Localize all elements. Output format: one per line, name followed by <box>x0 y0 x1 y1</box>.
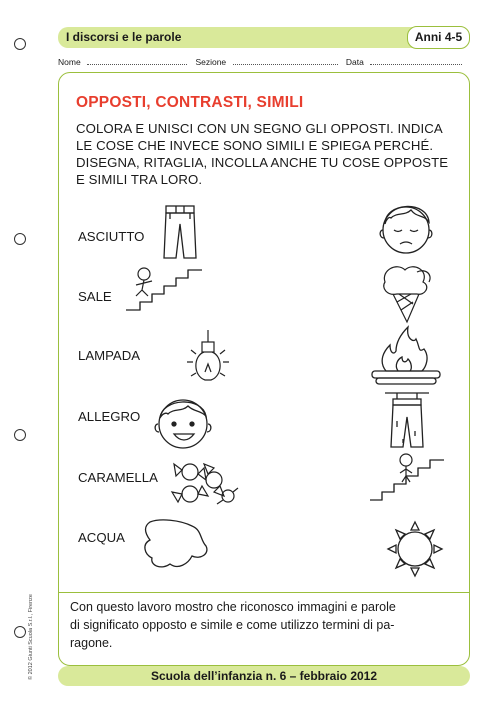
summary-line: Con questo lavoro mostro che riconosco immagini e parole <box>70 600 396 614</box>
footer: Scuola dell’infanzia n. 6 – febbraio 2012 <box>58 666 470 686</box>
word-label: SALE <box>78 289 112 304</box>
sun-icon <box>384 520 446 578</box>
header-age-badge: Anni 4-5 <box>407 26 470 49</box>
section-label: Sezione <box>195 57 227 67</box>
student-fields <box>58 56 470 67</box>
ice-cream-cone-icon <box>377 262 437 324</box>
instructions <box>76 120 461 188</box>
sad-boy-face-icon <box>377 196 435 258</box>
instruction-line: E SIMILI TRA LORO. <box>76 172 203 187</box>
learning-summary <box>70 598 462 652</box>
date-label: Data <box>345 57 364 67</box>
child-descending-stairs-icon <box>368 452 446 502</box>
campfire-icon <box>366 325 446 387</box>
section-field <box>233 56 338 65</box>
worksheet-title: OPPOSTI, CONTRASTI, SIMILI <box>76 94 304 111</box>
binder-hole <box>14 233 26 245</box>
summary-line: ragone. <box>70 636 113 650</box>
instruction-line: LE COSE CHE INVECE SONO SIMILI E SPIEGA PERCHÉ. <box>76 138 434 153</box>
name-label: Nome <box>58 57 81 67</box>
instruction-line: DISEGNA, RITAGLIA, INCOLLA ANCHE TU COSE OPPOSTE <box>76 155 449 170</box>
name-field <box>87 56 187 65</box>
date-field <box>370 56 462 65</box>
word-label: ACQUA <box>78 530 125 545</box>
instruction-line: COLORA E UNISCI CON UN SEGNO GLI OPPOSTI. INDICA <box>76 121 443 136</box>
word-label: LAMPADA <box>78 348 141 363</box>
puddle-icon <box>140 518 210 572</box>
happy-boy-face-icon <box>152 390 214 452</box>
binder-hole <box>14 38 26 50</box>
trousers-icon <box>158 204 202 260</box>
word-label: CARAMELLA <box>78 470 158 485</box>
word-label: ALLEGRO <box>78 409 141 424</box>
summary-divider <box>58 592 470 593</box>
copyright-notice: © 2012 Giunti Scuola S.r.l., Firenze <box>28 594 34 680</box>
child-climbing-stairs-icon <box>124 266 206 312</box>
word-label: ASCIUTTO <box>78 229 145 244</box>
light-bulb-icon <box>183 328 233 386</box>
summary-line: di significato opposto e simile e come utilizzo termini di pa- <box>70 618 395 632</box>
wet-trousers-icon <box>383 391 431 451</box>
binder-hole <box>14 429 26 441</box>
binder-hole <box>14 626 26 638</box>
candies-icon <box>168 458 240 508</box>
header-subject: I discorsi e le parole <box>66 30 182 44</box>
